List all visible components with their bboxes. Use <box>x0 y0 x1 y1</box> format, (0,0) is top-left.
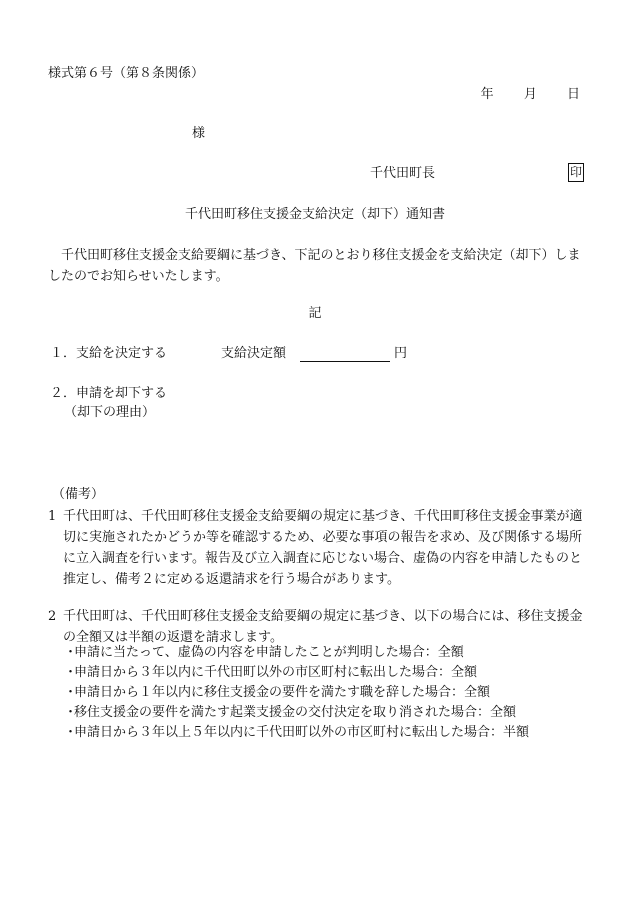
date-month: 月 <box>523 87 537 102</box>
bullet-text: 申請日から３年以上５年以内に千代田町以外の市区町村に転出した場合：半額 <box>74 725 530 740</box>
bullet-text: 申請に当たって、虚偽の内容を申請したことが判明した場合：全額 <box>74 645 464 660</box>
date-line <box>481 88 580 101</box>
list-item <box>64 646 529 666</box>
document-title: 千代田町移住支援金支給決定（却下）通知書 <box>184 207 445 222</box>
addressee-honorific: 様 <box>192 126 206 141</box>
bullet-text: 移住支援金の要件を満たす起業支援金の交付決定を取り消された場合：全額 <box>74 705 517 720</box>
item1-label: １．支給を決定する <box>50 346 168 361</box>
note2-text: 千代田町は、千代田町移住支援金支給要綱の規定に基づき、以下の場合には、移住支援金の全額又は半額の返還を請求します。 <box>63 609 583 645</box>
list-item <box>64 666 529 686</box>
note1-number: 1 <box>48 509 57 524</box>
body-paragraph: 千代田町移住支援金支給要綱に基づき、下記のとおり移住支援金を支給決定（却下）しましたのでお知らせいたします。 <box>48 248 581 284</box>
seal-mark: 印 <box>568 163 584 182</box>
remarks-heading: （備考） <box>52 487 105 502</box>
refund-conditions-list <box>64 646 529 746</box>
form-number: 様式第６号（第８条関係） <box>48 66 205 81</box>
item2-label: ２．申請を却下する <box>50 386 168 401</box>
list-item <box>64 726 529 746</box>
bullet-mark: ・ <box>64 725 78 740</box>
remarks-note-2 <box>48 606 588 648</box>
date-day: 日 <box>566 87 580 102</box>
bullet-mark: ・ <box>64 645 78 660</box>
note1-text: 千代田町は、千代田町移住支援金支給要綱の規定に基づき、千代田町移住支援金事業が適切に実施されたかどうか等を確認するため、必要な事項の報告を求め、及び関係する場所に立入調査を行います。報告及び立入調査に応じない場合、虚偽の内容を申請したものと推定し、備考２に定める返還請求を行う場合があります。 <box>63 509 583 587</box>
list-item <box>64 686 529 706</box>
amount-blank-line <box>300 347 390 362</box>
bullet-text: 申請日から１年以内に移住支援金の要件を満たす職を辞した場合：全額 <box>74 685 491 700</box>
bullet-mark: ・ <box>64 705 78 720</box>
remarks-note-1 <box>48 506 588 590</box>
list-item <box>64 706 529 726</box>
date-year: 年 <box>480 87 494 102</box>
item1-amount-label: 支給決定額 <box>221 346 287 361</box>
bullet-text: 申請日から３年以内に千代田町以外の市区町村に転出した場合：全額 <box>74 665 478 680</box>
bullet-mark: ・ <box>64 665 78 680</box>
bullet-mark: ・ <box>64 685 78 700</box>
note2-number: 2 <box>48 609 57 624</box>
item2-reason-label: （却下の理由） <box>64 405 156 420</box>
amount-unit: 円 <box>394 346 408 361</box>
issuer-name: 千代田町長 <box>370 166 436 181</box>
ki-heading: 記 <box>308 306 322 321</box>
